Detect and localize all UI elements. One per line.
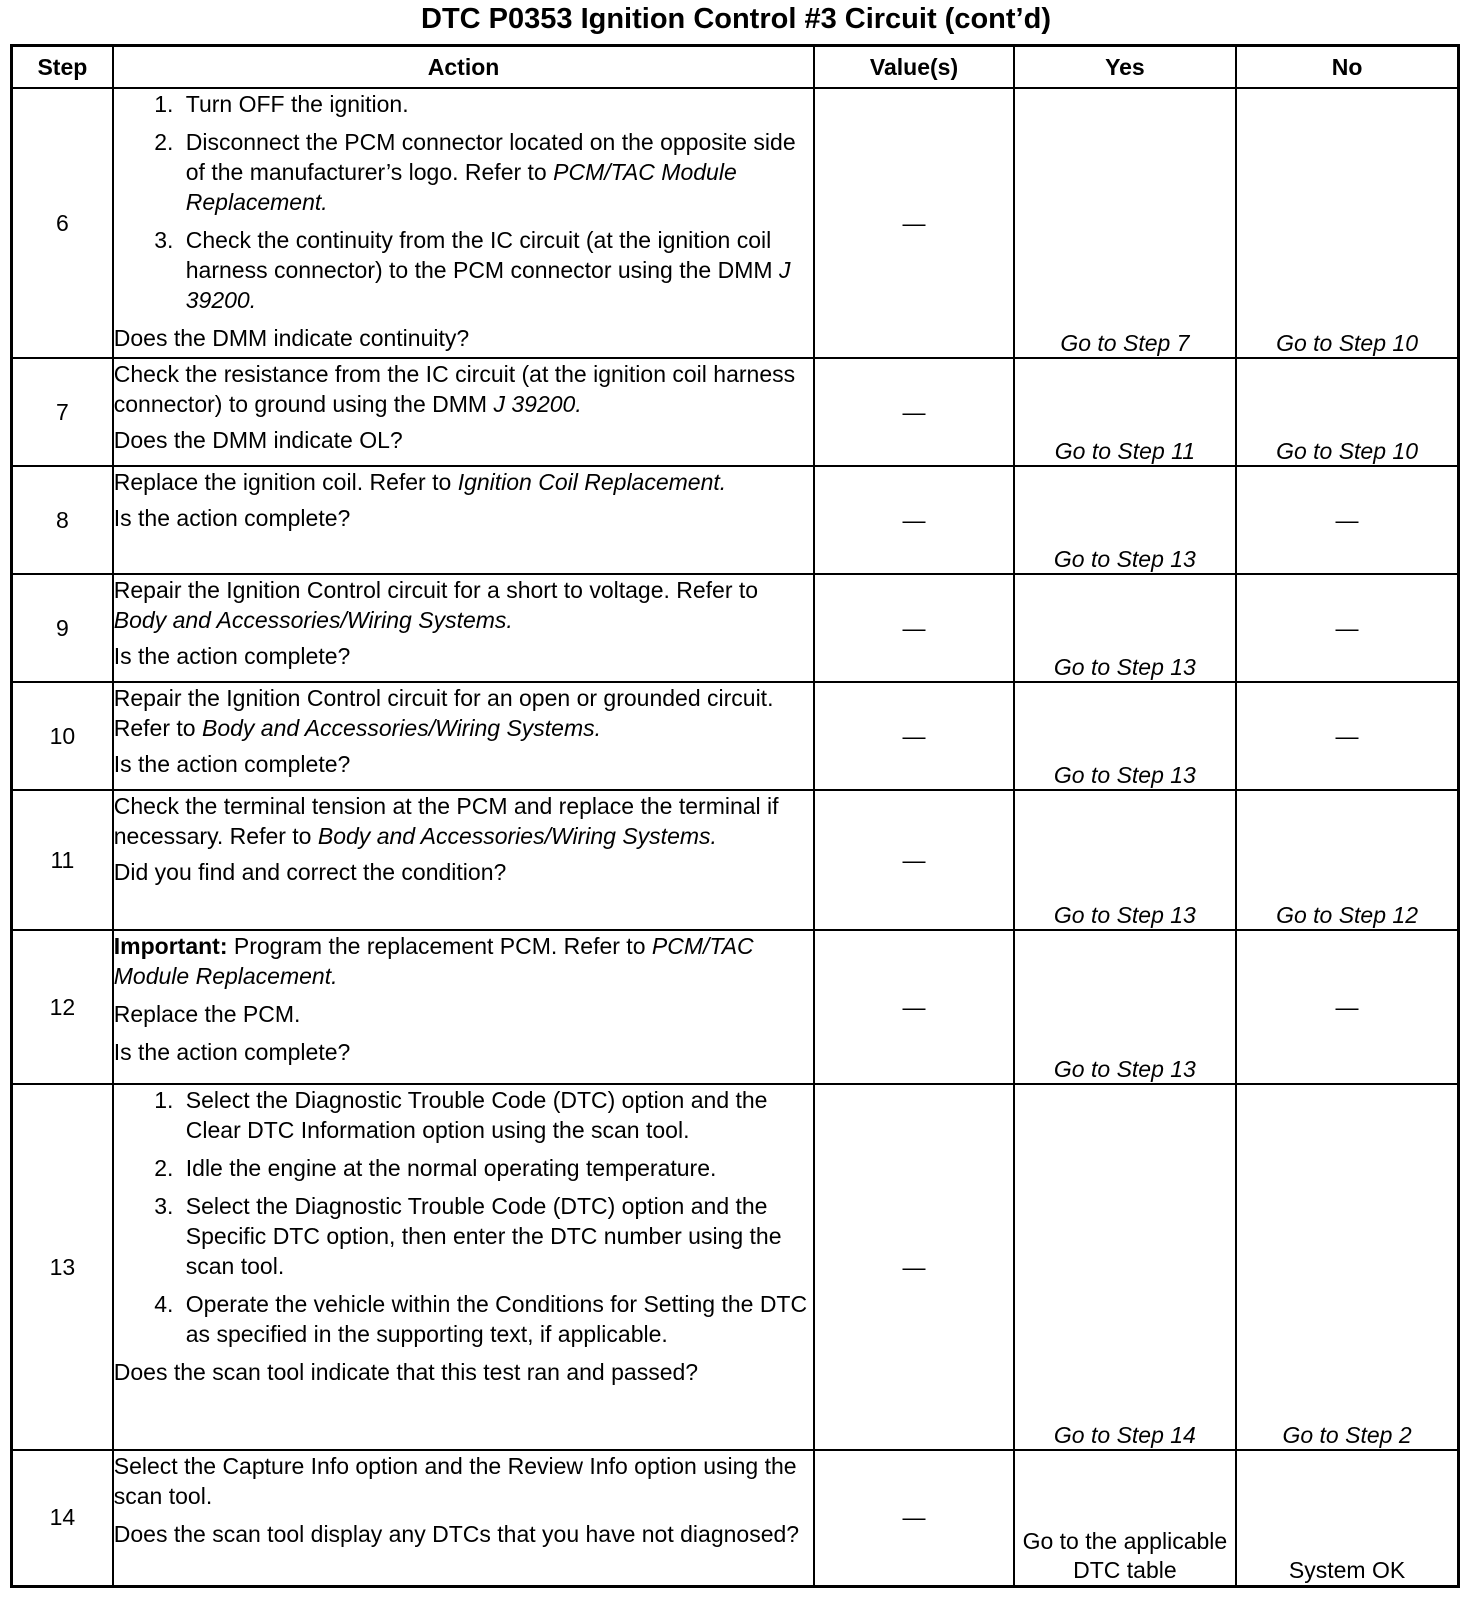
action-cell: Important: Program the replacement PCM. Refer to PCM/TAC Module Replacement. Replace the PCM. Is the action complete? (113, 930, 815, 1084)
action-cell (113, 1450, 815, 1586)
list-item: 1. Select the Diagnostic Trouble Code (DTC) option and the Clear DTC Information option using the scan tool. (180, 1085, 814, 1145)
value-cell: — (814, 790, 1013, 930)
question-text: Does the scan tool indicate that this test ran and passed? (113, 1359, 699, 1385)
action-cell: Check the resistance from the IC circuit (at the ignition coil harness connector) to ground using the DMM J 39200. Does the DMM indicate OL? (113, 358, 815, 466)
yes-link[interactable]: Go to Step 13 (1014, 790, 1236, 930)
reference-link: Ignition Coil Replacement. (457, 469, 727, 495)
list-item: 4. Operate the vehicle within the Conditions for Setting the DTC as specified in the supporting text, if applicable. (180, 1289, 814, 1349)
question-text: Does the scan tool display any DTCs that you have not diagnosed? (113, 1521, 800, 1547)
list-item: 2. Idle the engine at the normal operating temperature. (180, 1153, 814, 1183)
no-link[interactable]: Go to Step 12 (1236, 790, 1458, 930)
yes-link[interactable]: Go to Step 11 (1014, 358, 1236, 466)
action-cell (113, 88, 815, 358)
table-row (12, 930, 1459, 1084)
instruction-text: Replace the PCM. (113, 1001, 301, 1027)
reference-link: Body and Accessories/Wiring Systems. (113, 607, 513, 633)
action-cell: Repair the Ignition Control circuit for an open or grounded circuit. Refer to Body and Accessories/Wiring Systems. Is the action complete? (113, 682, 815, 790)
table-row (12, 1084, 1459, 1450)
instruction-text: Select the Capture Info option and the Review Info option using the scan tool. (113, 1453, 797, 1509)
value-cell: — (814, 358, 1013, 466)
page-title: DTC P0353 Ignition Control #3 Circuit (cont’d) (421, 3, 1051, 35)
header-no: No (1236, 46, 1458, 89)
yes-link[interactable]: Go to Step 7 (1014, 88, 1236, 358)
reference-link: Body and Accessories/Wiring Systems. (201, 715, 602, 741)
yes-link[interactable]: Go to Step 13 (1014, 466, 1236, 574)
list-item: 3. Check the continuity from the IC circuit (at the ignition coil harness connector) to the PCM connector using the DMM J 39200. (180, 225, 814, 315)
list-item: 3. Select the Diagnostic Trouble Code (DTC) option and the Specific DTC option, then enter the DTC number using the scan tool. (180, 1191, 814, 1281)
header-values: Value(s) (814, 46, 1013, 89)
step-number: 10 (12, 682, 113, 790)
list-item: 1. Turn OFF the ignition. (180, 89, 814, 119)
yes-link[interactable]: Go to Step 13 (1014, 930, 1236, 1084)
no-value: — (1236, 930, 1458, 1084)
reference-link: PCM/TAC Module Replacement. (185, 159, 737, 215)
tool-reference: J 39200. (185, 257, 791, 313)
no-value: — (1236, 682, 1458, 790)
header-step: Step (12, 46, 113, 89)
step-number: 13 (12, 1084, 113, 1450)
list-item: 2. Disconnect the PCM connector located on the opposite side of the manufacturer’s logo. Refer to PCM/TAC Module Replacement. (180, 127, 814, 217)
step-number: 14 (12, 1450, 113, 1586)
reference-link: PCM/TAC Module Replacement. (113, 933, 754, 989)
question-text: Is the action complete? (113, 1039, 351, 1065)
value-cell: — (814, 1450, 1013, 1586)
table-row (12, 1450, 1459, 1586)
value-cell: — (814, 930, 1013, 1084)
question-text: Did you find and correct the condition? (113, 859, 507, 885)
step-number: 6 (12, 88, 113, 358)
header-action: Action (113, 46, 815, 89)
action-cell (113, 1084, 815, 1450)
action-cell: Check the terminal tension at the PCM and replace the terminal if necessary. Refer to Body and Accessories/Wiring Systems. Did you find and correct the condition? (113, 790, 815, 930)
step-number: 8 (12, 466, 113, 574)
no-link[interactable]: Go to Step 10 (1236, 88, 1458, 358)
no-value: — (1236, 574, 1458, 682)
question-text: Does the DMM indicate continuity? (113, 325, 470, 351)
action-cell: Repair the Ignition Control circuit for a short to voltage. Refer to Body and Accessories/Wiring Systems. Is the action complete? (113, 574, 815, 682)
step-number: 12 (12, 930, 113, 1084)
step-number: 11 (12, 790, 113, 930)
header-yes: Yes (1014, 46, 1236, 89)
table-row (12, 682, 1459, 790)
value-cell: — (814, 466, 1013, 574)
value-cell: — (814, 88, 1013, 358)
table-row (12, 790, 1459, 930)
yes-link[interactable]: Go to the applicable DTC table (1014, 1450, 1236, 1586)
value-cell: — (814, 682, 1013, 790)
no-link[interactable]: Go to Step 2 (1236, 1084, 1458, 1450)
yes-link[interactable]: Go to Step 13 (1014, 682, 1236, 790)
no-link[interactable]: Go to Step 10 (1236, 358, 1458, 466)
step-number: 9 (12, 574, 113, 682)
action-cell: Replace the ignition coil. Refer to Ignition Coil Replacement. Is the action complete? (113, 466, 815, 574)
question-text: Is the action complete? (113, 505, 351, 531)
question-text: Is the action complete? (113, 751, 351, 777)
question-text: Is the action complete? (113, 643, 351, 669)
table-row (12, 466, 1459, 574)
diagnostic-table (10, 44, 1460, 1588)
yes-link[interactable]: Go to Step 14 (1014, 1084, 1236, 1450)
value-cell: — (814, 1084, 1013, 1450)
table-row (12, 574, 1459, 682)
table-row (12, 88, 1459, 358)
table-row (12, 358, 1459, 466)
yes-link[interactable]: Go to Step 13 (1014, 574, 1236, 682)
step-number: 7 (12, 358, 113, 466)
no-value: — (1236, 466, 1458, 574)
value-cell: — (814, 574, 1013, 682)
important-label: Important: (113, 933, 228, 959)
action-list (114, 1085, 814, 1349)
question-text: Does the DMM indicate OL? (113, 427, 403, 453)
reference-link: Body and Accessories/Wiring Systems. (317, 823, 717, 849)
action-list (114, 89, 814, 315)
tool-reference: J 39200. (493, 391, 582, 417)
no-result: System OK (1236, 1450, 1458, 1586)
header-row (12, 46, 1459, 89)
